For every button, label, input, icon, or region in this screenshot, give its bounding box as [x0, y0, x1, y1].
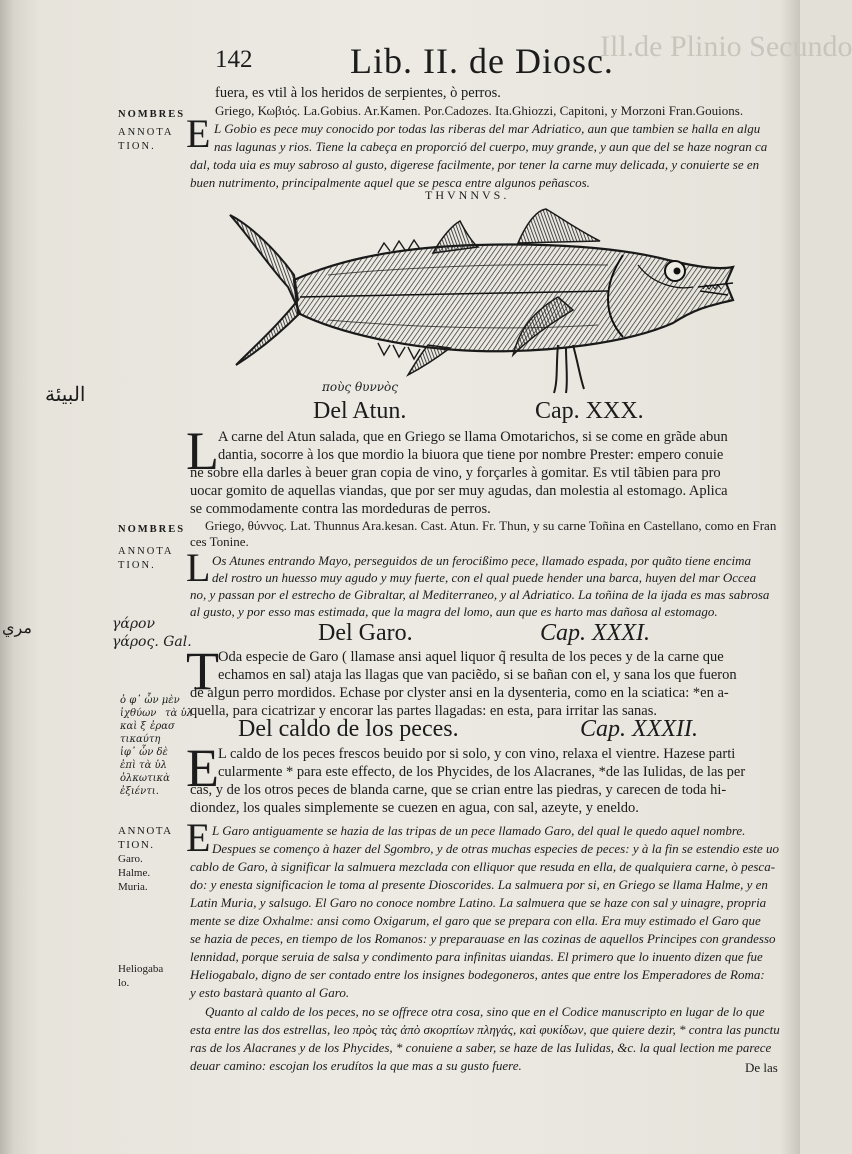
catchword: De las [745, 1060, 778, 1075]
greek-margin-gloss: ἐπὶ τὰ ὑλ [120, 760, 167, 771]
annotation-line: L Garo antiguamente se hazia de las tripas de un pece llamado Garo, del qual le quedo aquel nombre. [212, 823, 746, 838]
margin-annotation: TION. [118, 560, 156, 571]
margin-keyword: Garo. [118, 853, 143, 865]
text-line: uocar gomito de aquellas viandas, que por ser muy agudas, dan molestia al estomago. Aplica [190, 483, 728, 499]
handwritten-greek-note: γάρον [112, 616, 155, 632]
chapter-title: Del Atun. [313, 398, 407, 424]
annotation-line: Despues se començo à hazer del Sgombro, y de otras muchas especies de peces: y à la fin se estendio este uo [212, 841, 780, 856]
margin-keyword: lo. [118, 977, 130, 989]
page-number: 142 [215, 46, 253, 73]
margin-annotation: ANNOTA [118, 825, 173, 837]
handwritten-arabic-note: مري [2, 618, 32, 637]
margin-nombres: NOMBRES [118, 524, 186, 535]
annotation-line: Os Atunes entrando Mayo, perseguidos de un ferocißimo pece, llamado espada, por quãto tiene encima [212, 553, 752, 568]
drop-cap: E [186, 815, 211, 860]
running-title: Lib. II. de Diosc. [350, 41, 614, 81]
margin-nombres: NOMBRES [118, 109, 186, 120]
text-line: ne sobre ella darles à beuer gran copia de vino, y forçarles à gomitar. Es vtil tãbien para pro [190, 465, 721, 481]
chapter-number: Cap. XXX. [535, 398, 644, 424]
greek-margin-gloss: τικαύτη [120, 734, 161, 745]
margin-annotation: TION. [118, 839, 155, 851]
names-line: Griego, θύννος. Lat. Thunnus Ara.kesan. Cast. Atun. Fr. Thun, y su carne Toñina en Castellano, como en Fran [205, 518, 777, 533]
drop-cap: T [186, 641, 219, 701]
greek-margin-gloss: ὁλκωτικὰ [120, 773, 170, 784]
annotation-line: del rostro un huesso muy agudo y muy fuerte, con el qual puede hender una barca, huyen del mar Occea [212, 570, 757, 585]
annotation-line: Latin Muria, y salsugo. El Garo no conoce nombre Latino. La salmuera que se haze con sal y uinagre, propria [190, 895, 767, 910]
greek-margin-gloss: ἐρασ [150, 721, 175, 732]
greek-margin-gloss: καὶ ξ [120, 721, 146, 732]
annotation-line: al gusto, y por esso mas estimada, que la magra del lomo, aun que es harto mas dañosa al estomago. [190, 604, 718, 619]
greek-margin-gloss: τὰ ὑλ [165, 708, 193, 719]
margin-keyword: Heliogaba [118, 963, 164, 975]
text-line: quella, para cicatrizar y encorar las partes llagadas: en esta, para irritar las sanas. [190, 703, 657, 719]
margin-annotation: ANNOTA [118, 127, 174, 138]
text-line: Oda especie de Garo ( llamase ansi aquel liquor q̃ resulta de los peces y de la carne que [218, 649, 724, 665]
margin-annotation: ANNOTA [118, 546, 174, 557]
tuna-woodcut-illustration [228, 205, 738, 395]
annotation-line: esta entre las dos estrellas, leo πρὸς τὰς ἀπὸ σκορπίων πληγάς, καὶ φυκίδων, que quiere dezir, * contra las punctu [190, 1022, 780, 1037]
handwritten-greek-annotation: ποὺς θυννὸς [322, 380, 398, 394]
greek-margin-gloss: ὁ φ᾽ ὧν μὲν [120, 695, 180, 706]
annotation-line: Heliogabalo, digno de ser contado entre los insignes bodegoneros, antes que entre los Emperadores de Roma: [190, 967, 765, 982]
text-line: dantia, socorre à los que mordio la biuora que tiene por nombre Prester: empero conuie [218, 447, 724, 463]
annotation-line: y esto bastarà quanto al Garo. [190, 985, 350, 1000]
greek-margin-gloss: ἰχθύων [120, 708, 157, 719]
annotation-line: lennidad, porque seruia de salsa y condimento para infinitas uiandas. El primero que lo inuento dizen que fue [190, 949, 763, 964]
handwritten-greek-note: γάρος. Gal. [112, 634, 192, 650]
annotation-line: do: y enesta significacion le toma al presente Dioscorides. La salmuera por si, en Griego se llama Halme, y en [190, 877, 768, 892]
annotation-line: Quanto al caldo de los peces, no se offrece otra cosa, sino que en el Codice manuscripto en lugar de lo que [205, 1004, 765, 1019]
annotation-line: mente se dize Oxhalme: ansi como Oxigarum, el garo que se prepara con ella. Era muy estimado el Garo que [190, 913, 761, 928]
margin-keyword: Muria. [118, 881, 148, 893]
text-line: echamos en sal) ataja las llagas que van paciẽdo, si se bañan con el, y sana los que fueron [218, 667, 737, 683]
text-line: cularmente * para este effecto, de los Phycides, de los Alacranes, *de las Iulidas, de las per [218, 764, 746, 780]
handwritten-arabic-note: البيئة [45, 382, 86, 406]
text-line: de algun perro mordidos. Echase por clyster ansi en la dysenteria, como en la sciatica: *en a- [190, 685, 729, 701]
names-line: Griego, Κωβιός. La.Gobius. Ar.Kamen. Por.Cadozes. Ita.Ghiozzi, Capitoni, y Morzoni Fran.Gouions. [215, 103, 744, 118]
annotation-line: L Gobio es pece muy conocido por todas las riberas del mar Adriatico, aun que tambien se halla en algu [214, 121, 761, 136]
greek-margin-gloss: ἐξιέντι. [120, 786, 159, 797]
names-line: ces Tonine. [190, 534, 249, 549]
annotation-line: no, y passan por el estrecho de Gibraltar, al Mediterraneo, y al Adriatico. La toñina de la ijada es mas sabrosa [190, 587, 770, 602]
margin-keyword: Halme. [118, 867, 151, 879]
chapter-title: Del Garo. [318, 620, 413, 646]
annotation-line: buen nutrimento, principalmente aquel que se pesca entre algunos peñascos. [190, 175, 590, 190]
annotation-line: dal, toda uia es muy sabroso al gusto, digerese facilmente, por tener la carne muy delicada, y conuierte se en [190, 157, 760, 172]
annotation-line: deuar camino: escojan los erudítos la que mas a su gusto fuere. [190, 1058, 522, 1073]
annotation-line: ras de los Alacranes y de los Phycides, * conuiene a saber, se haze de las Iulidas, &c. la qual lection me parece [190, 1040, 772, 1055]
text-line: L caldo de los peces frescos beuido por si solo, y con vino, relaxa el vientre. Hazese parti [218, 746, 736, 762]
drop-cap: L [186, 421, 219, 481]
drop-cap: E [186, 111, 211, 156]
annotation-line: nas lagunas y rios. Tiene la cabeça en proporció del cuerpo, muy grande, y aun que del se haze nogran ca [214, 139, 768, 154]
text-line: fuera, es vtil à los heridos de serpientes, ò perros. [215, 85, 501, 101]
chapter-title: Del caldo de los peces. [238, 716, 459, 742]
margin-annotation: TION. [118, 141, 156, 152]
text-line: A carne del Atun salada, que en Griego se llama Omotarichos, si se come en grãde abun [218, 429, 728, 445]
chapter-number: Cap. XXXII. [580, 716, 698, 742]
annotation-line: cablo de Garo, à significar la salmuera mezclada con elliquor que resuda en ella, de qualquiera carne, ò pesca- [190, 859, 776, 874]
greek-margin-gloss: ἰφ᾽ ὧν δὲ [120, 747, 168, 758]
drop-cap: L [186, 545, 211, 590]
chapter-number: Cap. XXXI. [540, 620, 650, 646]
show-through-text: Ill.de Plinio Secundo [600, 30, 852, 63]
text-line: se commodamente contra las mordeduras de perros. [190, 501, 491, 517]
figure-title: THVNNVS. [425, 188, 510, 202]
drop-cap: E [186, 738, 219, 798]
text-line: diondez, los quales simplemente se cuezen en agua, con sal, azeyte, y eneldo. [190, 800, 639, 816]
text-line: cas, y de los otros peces de blanda carne, que se crian entre las piedras, y carecen de toda hi- [190, 782, 727, 798]
annotation-line: se hazia de peces, en tiempo de los Romanos: y preparauase en las cozinas de aquellos Principes con grandesso [190, 931, 776, 946]
